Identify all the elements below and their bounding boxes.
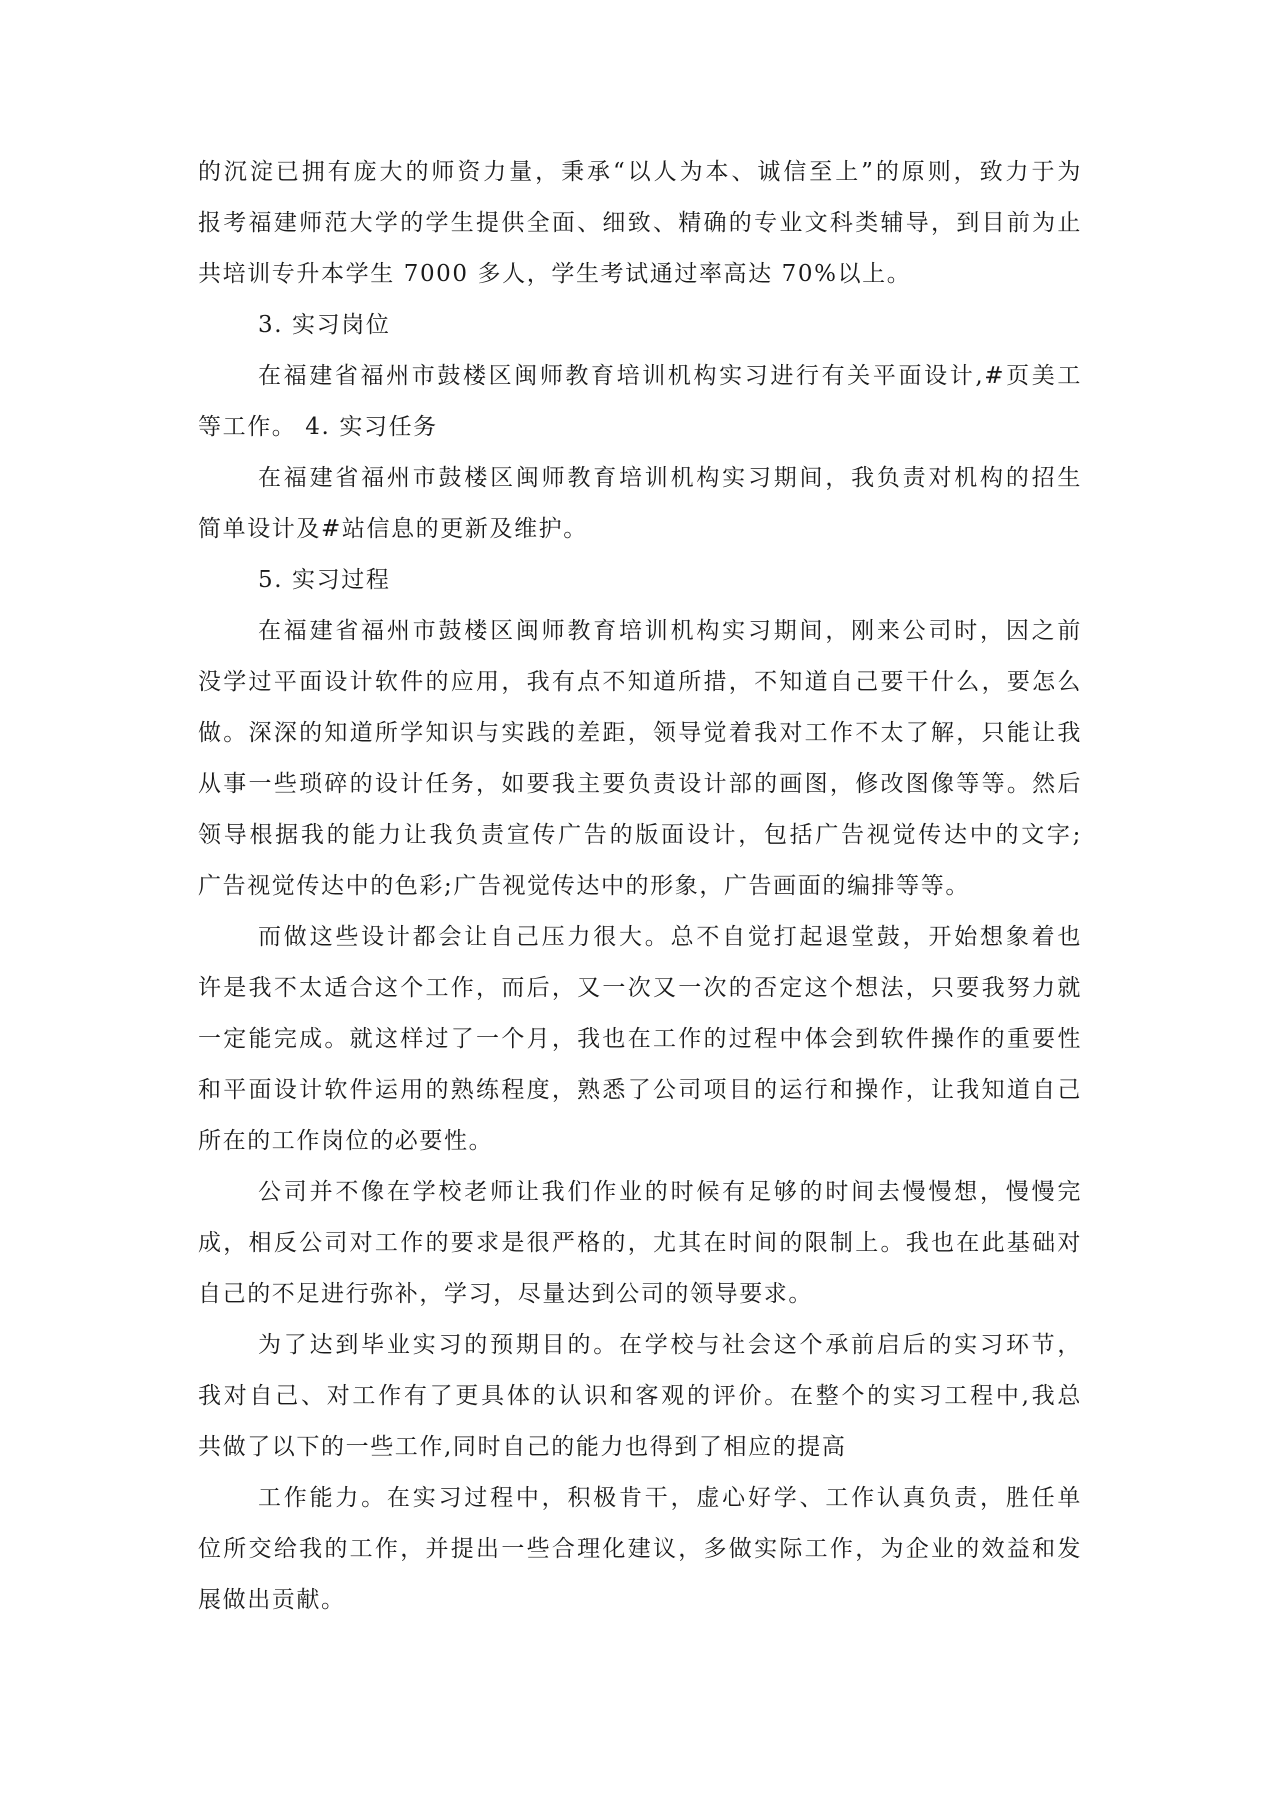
text-line: 在福建省福州市鼓楼区闽师教育培训机构实习进行有关平面设计,#页美工 [258,363,1082,389]
text-line: 成，相反公司对工作的要求是很严格的，尤其在时间的限制上。我也在此基础对 [198,1230,1082,1256]
section-heading-5 [198,555,1082,606]
text-line: 在福建省福州市鼓楼区闽师教育培训机构实习期间，刚来公司时，因之前 [258,618,1082,644]
text-line: 等工作。 4. 实习任务 [198,414,438,440]
text-line: 公司并不像在学校老师让我们作业的时候有足够的时间去慢慢想，慢慢完 [258,1179,1082,1205]
text-line: 我对自己、对工作有了更具体的认识和客观的评价。在整个的实习工程中,我总 [198,1383,1082,1409]
text-line: 领导根据我的能力让我负责宣传广告的版面设计，包括广告视觉传达中的文字; [198,822,1082,848]
text-line: 在福建省福州市鼓楼区闽师教育培训机构实习期间，我负责对机构的招生 [258,465,1082,491]
text-line: 所在的工作岗位的必要性。 [198,1128,494,1154]
paragraph-internship-position [198,351,1082,453]
text-line: 展做出贡献。 [198,1587,346,1613]
text-line: 共做了以下的一些工作,同时自己的能力也得到了相应的提高 [198,1434,847,1460]
paragraph-internship-task [198,453,1082,555]
paragraph-process-3 [198,1167,1082,1320]
text-line: 从事一些琐碎的设计任务，如要我主要负责设计部的画图，修改图像等等。然后 [198,771,1082,797]
text-line: 而做这些设计都会让自己压力很大。总不自觉打起退堂鼓，开始想象着也 [258,924,1082,950]
text-line: 报考福建师范大学的学生提供全面、细致、精确的专业文科类辅导，到目前为止 [198,210,1082,236]
document-page [198,147,1082,1626]
text-line: 简单设计及#站信息的更新及维护。 [198,516,588,542]
paragraph-intro-continued [198,147,1082,300]
text-line: 许是我不太适合这个工作，而后，又一次又一次的否定这个想法，只要我努力就 [198,975,1082,1001]
heading-internship-process: 5. 实习过程 [258,567,391,593]
text-line: 一定能完成。就这样过了一个月，我也在工作的过程中体会到软件操作的重要性 [198,1026,1082,1052]
paragraph-process-1 [198,606,1082,912]
text-line: 为了达到毕业实习的预期目的。在学校与社会这个承前启后的实习环节， [258,1332,1082,1358]
paragraph-process-4 [198,1320,1082,1473]
section-heading-3 [198,300,1082,351]
heading-internship-position: 3. 实习岗位 [258,312,391,338]
text-line: 和平面设计软件运用的熟练程度，熟悉了公司项目的运行和操作，让我知道自己 [198,1077,1082,1103]
text-line: 广告视觉传达中的色彩;广告视觉传达中的形象，广告画面的编排等等。 [198,873,970,899]
text-line: 自己的不足进行弥补，学习，尽量达到公司的领导要求。 [198,1281,813,1307]
text-line: 做。深深的知道所学知识与实践的差距，领导觉着我对工作不太了解，只能让我 [198,720,1082,746]
text-line: 工作能力。在实习过程中，积极肯干，虚心好学、工作认真负责，胜任单 [258,1485,1082,1511]
paragraph-process-2 [198,912,1082,1167]
text-line: 没学过平面设计软件的应用，我有点不知道所措，不知道自己要干什么，要怎么 [198,669,1082,695]
text-line: 的沉淀已拥有庞大的师资力量，秉承“以人为本、诚信至上”的原则，致力于为 [198,159,1082,185]
text-line: 共培训专升本学生 7000 多人，学生考试通过率高达 70%以上。 [198,261,912,287]
text-line: 位所交给我的工作，并提出一些合理化建议，多做实际工作，为企业的效益和发 [198,1536,1082,1562]
paragraph-work-ability [198,1473,1082,1626]
